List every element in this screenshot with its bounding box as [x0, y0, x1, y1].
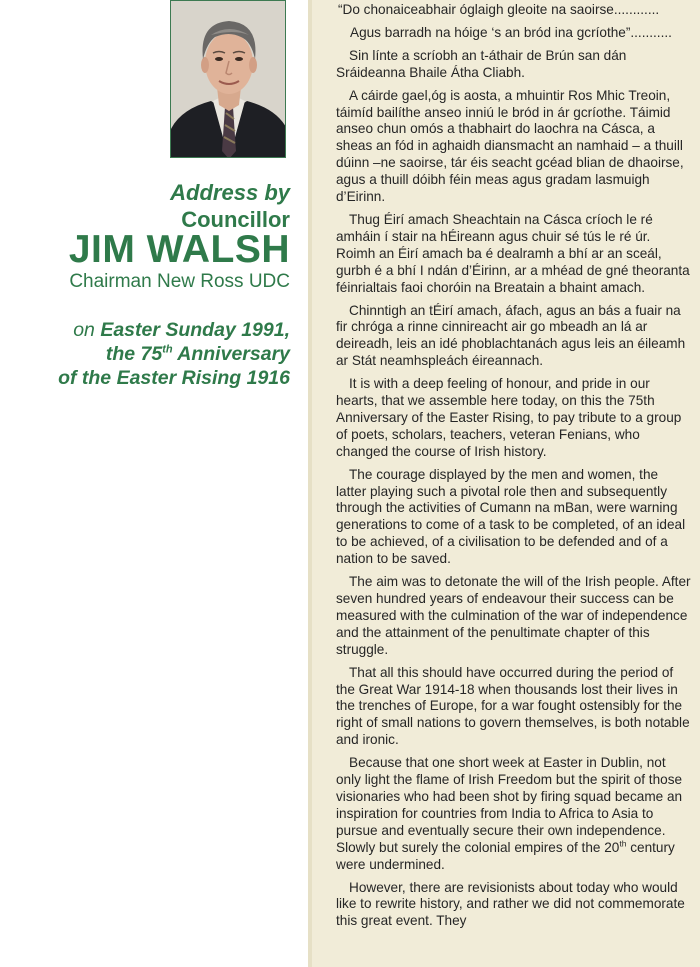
portrait-image: [171, 1, 286, 158]
address-by-heading: Address by: [170, 180, 290, 205]
article-paragraph: Chinntigh an tÉirí amach, áfach, agus an bás a fuair na fir chróga a rinne cinnireacht air go mbeadh an lá ar deireadh, leis an idé phoblachtanách agus leis an éileamh ar Stát neamhspleách éireannach.: [336, 302, 686, 369]
article-paragraph: Sin línte a scríobh an t-áthair de Brún san dán Sráideanna Bhaile Átha Cliabh.: [336, 47, 627, 80]
article-body: [336, 2, 692, 936]
article-paragraph: The aim was to detonate the will of the Irish people. After seven hundred years of endeavour their success can be measured with the culmination of the war of independence and the attainment of the penultimate chapter of this struggle.: [336, 574, 691, 657]
occasion-heading: [0, 318, 290, 390]
article-paragraph: It is with a deep feeling of honour, and pride in our hearts, that we assemble here today, on this the 75th Anniversary of the Easter Rising, to pay tribute to a group of poets, scholars, teachers, veteran Fenians, who changed the course of Irish history.: [336, 376, 682, 459]
article-paragraph: A cáirde gael,óg is aosta, a mhuintir Ros Mhic Treoin, táimíd bailíthe anseo inniú le bród in ár gcríothe. Táimid anseo chun omós a thabhairt do laochra na Cásca, a sheas an fód in aghaidh diansmacht an namhaid – a thuill dúinn –ne saoirse, tár éis seacht gcéad blian de dhaoirse, agus a thuill dóibh féin meas agus gradam lasmuigh d’Eirinn.: [336, 87, 684, 205]
article-column: [308, 0, 700, 967]
occasion-line-2-post: Anniversary: [172, 343, 290, 365]
councillor-portrait: [170, 0, 286, 158]
article-paragraph: Thug Éirí amach Sheachtain na Cásca críoch le ré amháin í stair na hÉireann agus chuir sé tús le ré úr. Roimh an Éirí amach ba é dealramh a bhí ar an sceál, gurbh é a bhí I ndán d’Éirinn, ar a mhéad de gné theoranta féinrialtais faoi choróin na Breatain a bhaint amach.: [336, 211, 690, 295]
article-paragraph: [336, 755, 692, 873]
occasion-line-2-pre: the 75: [105, 343, 163, 365]
occasion-line-1: Easter Sunday 1991,: [100, 319, 290, 341]
speaker-title: Chairman New Ross UDC: [69, 271, 290, 292]
councillor-heading: Councillor: [181, 207, 290, 232]
occasion-line-3: of the Easter Rising 1916: [58, 367, 290, 389]
occasion-line-2-sup: th: [162, 343, 173, 356]
article-paragraph: The courage displayed by the men and women, the latter playing such a pivotal role then and subsequently through the activities of Cumann na mBan, were warning generations to come of a task to be completed, of an ideal to be achieved, of a civilisation to be defended and of a nation to be saved.: [336, 466, 686, 567]
article-p11-post: century were undermined.: [336, 839, 675, 872]
article-paragraph: Agus barradh na hóige ‘s an bród ina gcríothe”...........: [350, 24, 672, 40]
left-column: [0, 0, 300, 967]
article-paragraph: That all this should have occurred during the period of the Great War 1914-18 when thousands lost their lives in the trenches of Europe, for a war fought ostensibly for the right of small nations to govern themselves, is both notable and ironic.: [336, 664, 690, 748]
speaker-name: JIM WALSH: [68, 228, 290, 271]
article-p11-pre: Because that one short week at Easter in Dublin, not only light the flame of Irish Freedom but the spirit of those visionaries who had been shot by firing squad became an inspiration for countries from India to Africa to Asia to pursue and eventually secure their own independence. Slowly but surely the colonial empires of the 20: [336, 755, 683, 855]
occasion-on: on: [73, 319, 95, 341]
article-p11-sup: th: [619, 838, 627, 849]
article-paragraph: However, there are revisionists about today who would like to rewrite history, and rather we did not commemorate this great event. They: [336, 879, 685, 929]
article-paragraph: “Do chonaiceabhair óglaigh gleoite na saoirse............: [338, 2, 660, 17]
